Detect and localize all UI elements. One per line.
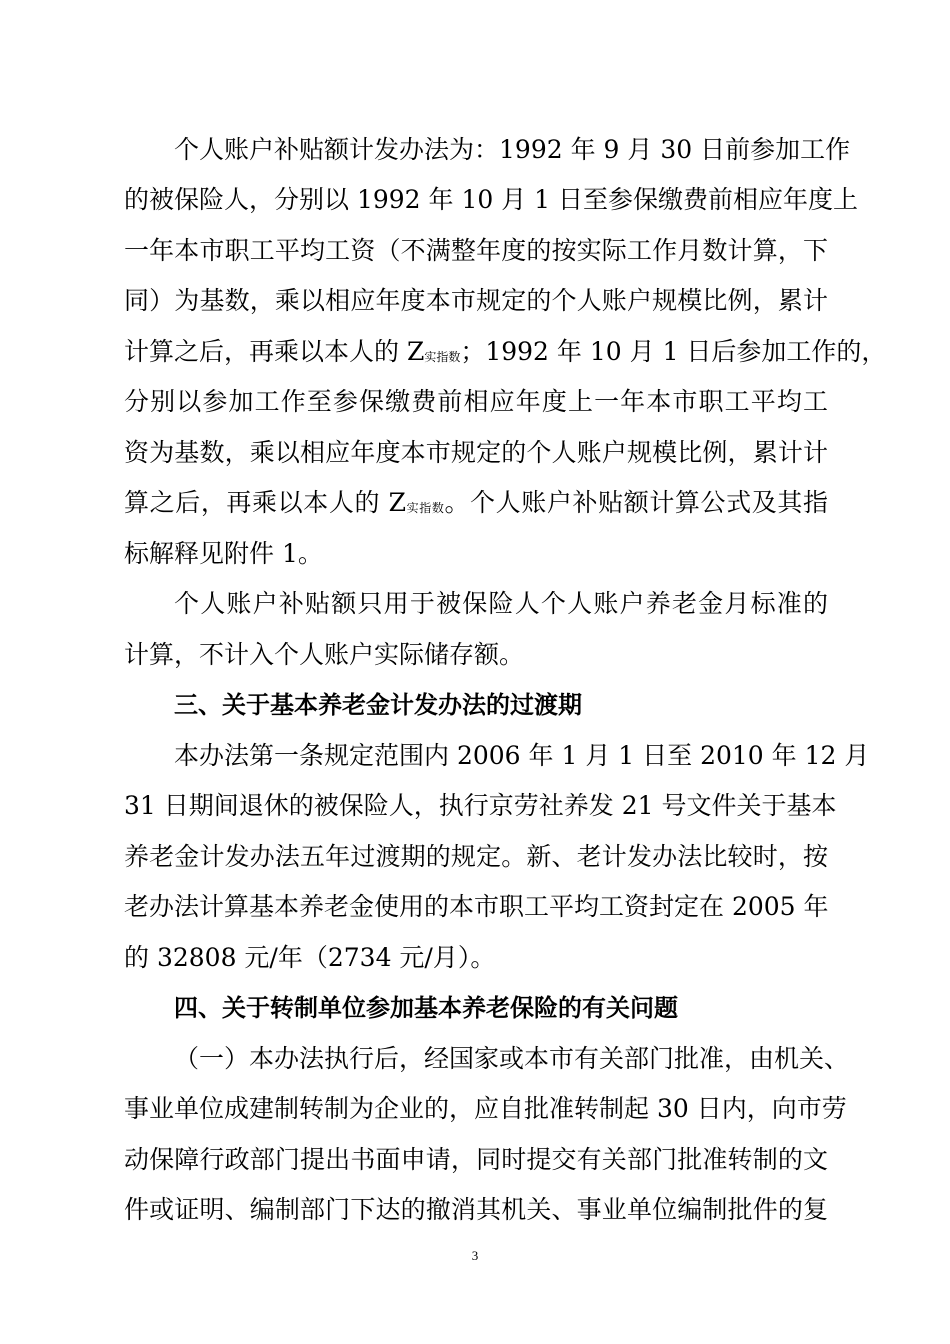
section-heading: 四、关于转制单位参加基本养老保险的有关问题 [174, 994, 678, 1022]
paragraph-line: 养老金计发办法五年过渡期的规定。新、老计发办法比较时，按 [124, 842, 828, 871]
paragraph-line: 个人账户补贴额计发办法为：1992 年 9 月 30 日前参加工作 [174, 135, 851, 164]
section-heading: 三、关于基本养老金计发办法的过渡期 [174, 691, 582, 719]
paragraph-line: 标解释见附件 1。 [124, 539, 323, 568]
paragraph-line [124, 337, 887, 367]
page-number: 3 [471, 1248, 479, 1263]
paragraph-line: 个人账户补贴额只用于被保险人个人账户养老金月标准的 [174, 589, 828, 618]
paragraph-line: 同）为基数，乘以相应年度本市规定的个人账户规模比例，累计 [124, 286, 828, 315]
paragraph-line: 老办法计算基本养老金使用的本市职工平均工资封定在 2005 年 [124, 892, 829, 921]
subscript: 实指数 [424, 350, 461, 364]
paragraph-line: 的 32808 元/年（2734 元/月）。 [124, 943, 496, 972]
paragraph-line: 事业单位成建制转制为企业的，应自批准转制起 30 日内，向市劳 [124, 1094, 847, 1123]
paragraph-line: 31 日期间退休的被保险人，执行京劳社养发 21 号文件关于基本 [124, 791, 837, 820]
paragraph-line: 的被保险人，分别以 1992 年 10 月 1 日至参保缴费前相应年度上 [124, 185, 859, 214]
text-run: 。个人账户补贴额计算公式及其指 [444, 488, 828, 517]
paragraph-line: 资为基数，乘以相应年度本市规定的个人账户规模比例，累计计 [124, 438, 828, 467]
text-run: ；1992 年 10 月 1 日后参加工作的， [460, 337, 887, 366]
paragraph-line: 件或证明、编制部门下达的撤消其机关、事业单位编制批件的复 [124, 1195, 828, 1224]
paragraph-line: 动保障行政部门提出书面申请，同时提交有关部门批准转制的文 [124, 1145, 828, 1174]
paragraph-line: 本办法第一条规定范围内 2006 年 1 月 1 日至 2010 年 12 月 [174, 741, 870, 770]
subscript: 实指数 [406, 501, 445, 515]
paragraph-line: 分别以参加工作至参保缴费前相应年度上一年本市职工平均工 [124, 387, 828, 416]
text-run: 计算之后，再乘以本人的 Z [124, 337, 425, 366]
paragraph-line: （一）本办法执行后，经国家或本市有关部门批准，由机关、 [174, 1044, 850, 1073]
paragraph-line: 一年本市职工平均工资（不满整年度的按实际工作月数计算，下 [124, 236, 828, 265]
paragraph-line [124, 488, 828, 518]
paragraph-line: 计算，不计入个人账户实际储存额。 [124, 640, 525, 669]
text-run: 算之后，再乘以本人的 Z [124, 488, 407, 517]
